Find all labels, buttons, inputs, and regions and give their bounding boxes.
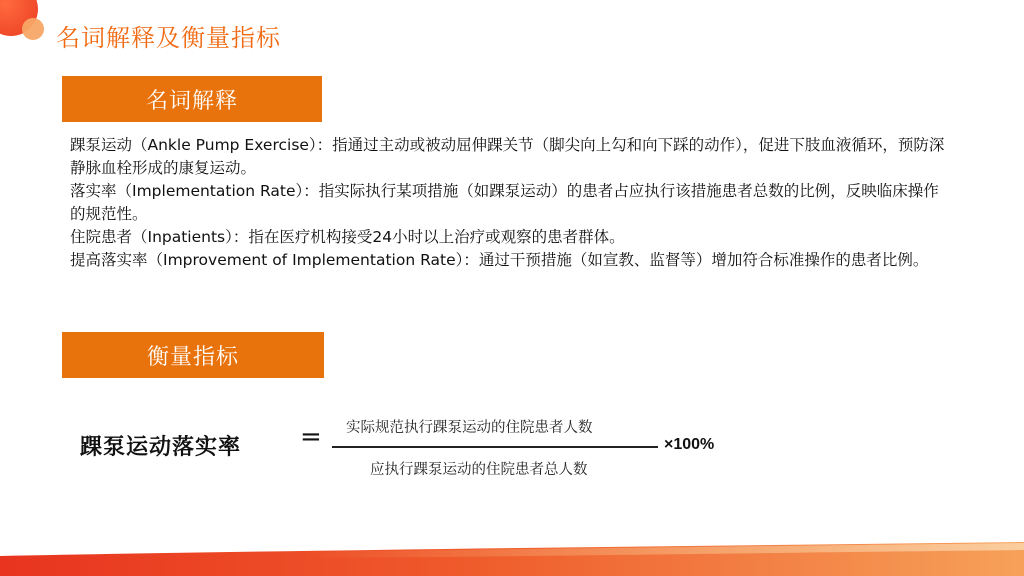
- definition-item-improvement: 提高落实率（Improvement of Implementation Rate）：通过干预措施（如宣教、监督等）增加符合标准操作的患者比例。: [70, 251, 929, 269]
- definitions-list: [70, 134, 950, 272]
- page-title: 名词解释及衡量指标: [56, 24, 281, 52]
- bottom-decor-band: [0, 542, 1024, 576]
- formula-equals-sign: =: [300, 422, 322, 452]
- formula-multiplier: ×100%: [664, 436, 715, 453]
- section-header-definitions-label: 名词解释: [145, 88, 238, 114]
- definition-item-implementation-rate: 落实率（Implementation Rate）：指实际执行某项措施（如踝泵运动）的患者占应执行该措施患者总数的比例，反映临床操作的规范性。: [70, 182, 939, 223]
- formula-fraction-bar: [332, 446, 658, 448]
- section-header-metrics-label: 衡量指标: [146, 344, 239, 370]
- formula-denominator: 应执行踝泵运动的住院患者总人数: [370, 462, 588, 478]
- decor-circle-small-icon: [22, 18, 44, 40]
- definition-item-inpatients: 住院患者（Inpatients）：指在医疗机构接受24小时以上治疗或观察的患者群体。: [70, 228, 625, 246]
- definition-item-ankle-pump: 踝泵运动（Ankle Pump Exercise）：指通过主动或被动屈伸踝关节（脚尖向上勾和向下踩的动作），促进下肢血液循环，预防深静脉血栓形成的康复运动。: [70, 136, 945, 177]
- formula-numerator: 实际规范执行踝泵运动的住院患者人数: [346, 420, 593, 436]
- section-header-definitions: [62, 76, 322, 122]
- section-header-metrics: [62, 332, 324, 378]
- formula-label: 踝泵运动落实率: [80, 435, 242, 460]
